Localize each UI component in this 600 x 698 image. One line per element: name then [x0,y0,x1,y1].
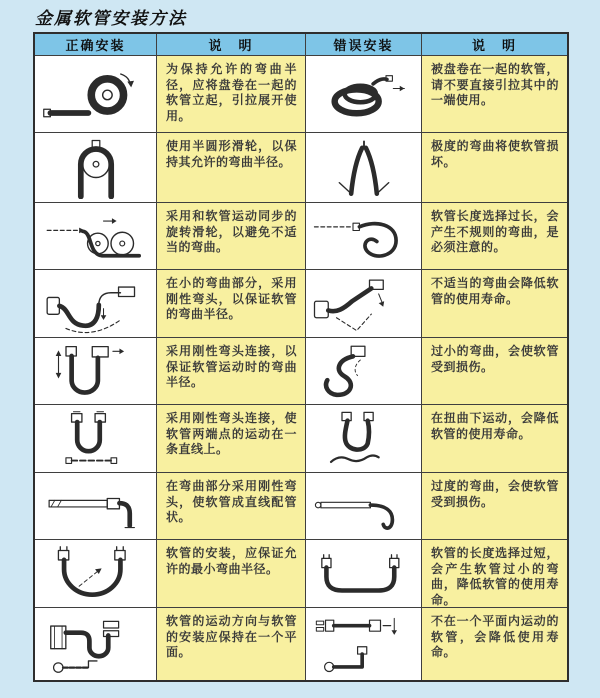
wrong-image-cell [306,473,422,540]
coiled-hose-stood-up-icon [39,61,153,127]
coiled-hose-pulled-icon [309,61,419,127]
correct-image-cell [35,540,157,608]
improper-bend-icon [309,273,419,335]
correct-text-cell: 采用刚性弯头连接，以保证软管运动时的弯曲半径。 [157,338,306,405]
minimum-bend-radius-icon [39,543,153,605]
wrong-image-cell [306,405,422,473]
wrong-text-cell: 在扭曲下运动，会降低软管的使用寿命。 [422,405,567,473]
twisted-motion-icon [309,408,419,470]
correct-image-cell [35,608,157,680]
header-wrong-installation: 错误安装 [306,34,422,56]
wrong-text-cell: 不适当的弯曲会降低软管的使用寿命。 [422,270,567,338]
wrong-image-cell [306,203,422,270]
wrong-image-cell [306,540,422,608]
header-explanation-2: 说 明 [422,34,567,56]
wrong-image-cell [306,270,422,338]
correct-text-cell: 使用半圆形滑轮，以保持其允许的弯曲半径。 [157,133,306,203]
correct-text-cell: 在小的弯曲部分，采用刚性弯头，以保证软管的弯曲半径。 [157,270,306,338]
correct-image-cell [35,473,157,540]
wrong-image-cell [306,133,422,203]
too-long-loop-icon [309,206,419,266]
correct-image-cell [35,405,157,473]
installation-table [33,32,569,682]
too-short-flat-bend-icon [309,543,419,605]
correct-text-cell: 采用和软管运动同步的旋转滑轮，以避免不适当的弯曲。 [157,203,306,270]
wrong-text-cell: 极度的弯曲将使软管损坏。 [422,133,567,203]
correct-text-cell: 采用刚性弯头连接，使软管两端点的运动在一条直线上。 [157,405,306,473]
wrong-image-cell [306,56,422,133]
motion-in-plane-icon [39,611,153,677]
correct-image-cell [35,133,157,203]
rigid-elbow-small-bend-icon [39,273,153,335]
wrong-text-cell: 被盘卷在一起的软管，请不要直接引拉其中的一端使用。 [422,56,567,133]
correct-image-cell [35,338,157,405]
wrong-image-cell [306,338,422,405]
page-title: 金属软管安装方法 [35,9,187,29]
motion-out-of-plane-icon [309,611,419,677]
synchronized-pulleys-icon [39,206,153,266]
wrong-text-cell: 过度的弯曲，会使软管受到损伤。 [422,473,567,540]
endpoints-straight-line-icon [39,408,153,470]
u-bend-elbows-icon [39,341,153,401]
pulley-hose-icon [39,137,153,199]
small-bend-s-curve-icon [309,341,419,401]
correct-text-cell: 软管的运动方向与软管的安装应保持在一个平面。 [157,608,306,680]
header-correct-installation: 正确安装 [35,34,157,56]
straight-piping-elbow-icon [39,476,153,536]
correct-image-cell [35,203,157,270]
correct-image-cell [35,56,157,133]
excessive-bend-droop-icon [309,476,419,536]
wrong-text-cell: 软管的长度选择过短，会产生软管过小的弯曲，降低软管的使用寿命。 [422,540,567,608]
wrong-text-cell: 不在一个平面内运动的软管，会降低使用寿命。 [422,608,567,680]
correct-text-cell: 为保持允许的弯曲半径，应将盘卷在一起的软管立起，引拉展开使用。 [157,56,306,133]
correct-text-cell: 在弯曲部分采用刚性弯头，使软管成直线配管状。 [157,473,306,540]
header-explanation-1: 说 明 [157,34,306,56]
correct-image-cell [35,270,157,338]
wrong-text-cell: 过小的弯曲，会使软管受到损伤。 [422,338,567,405]
wrong-text-cell: 软管长度选择过长，会产生不规则的弯曲，是必须注意的。 [422,203,567,270]
extreme-bend-icon [309,137,419,199]
wrong-image-cell [306,608,422,680]
correct-text-cell: 软管的安装，应保证允许的最小弯曲半径。 [157,540,306,608]
